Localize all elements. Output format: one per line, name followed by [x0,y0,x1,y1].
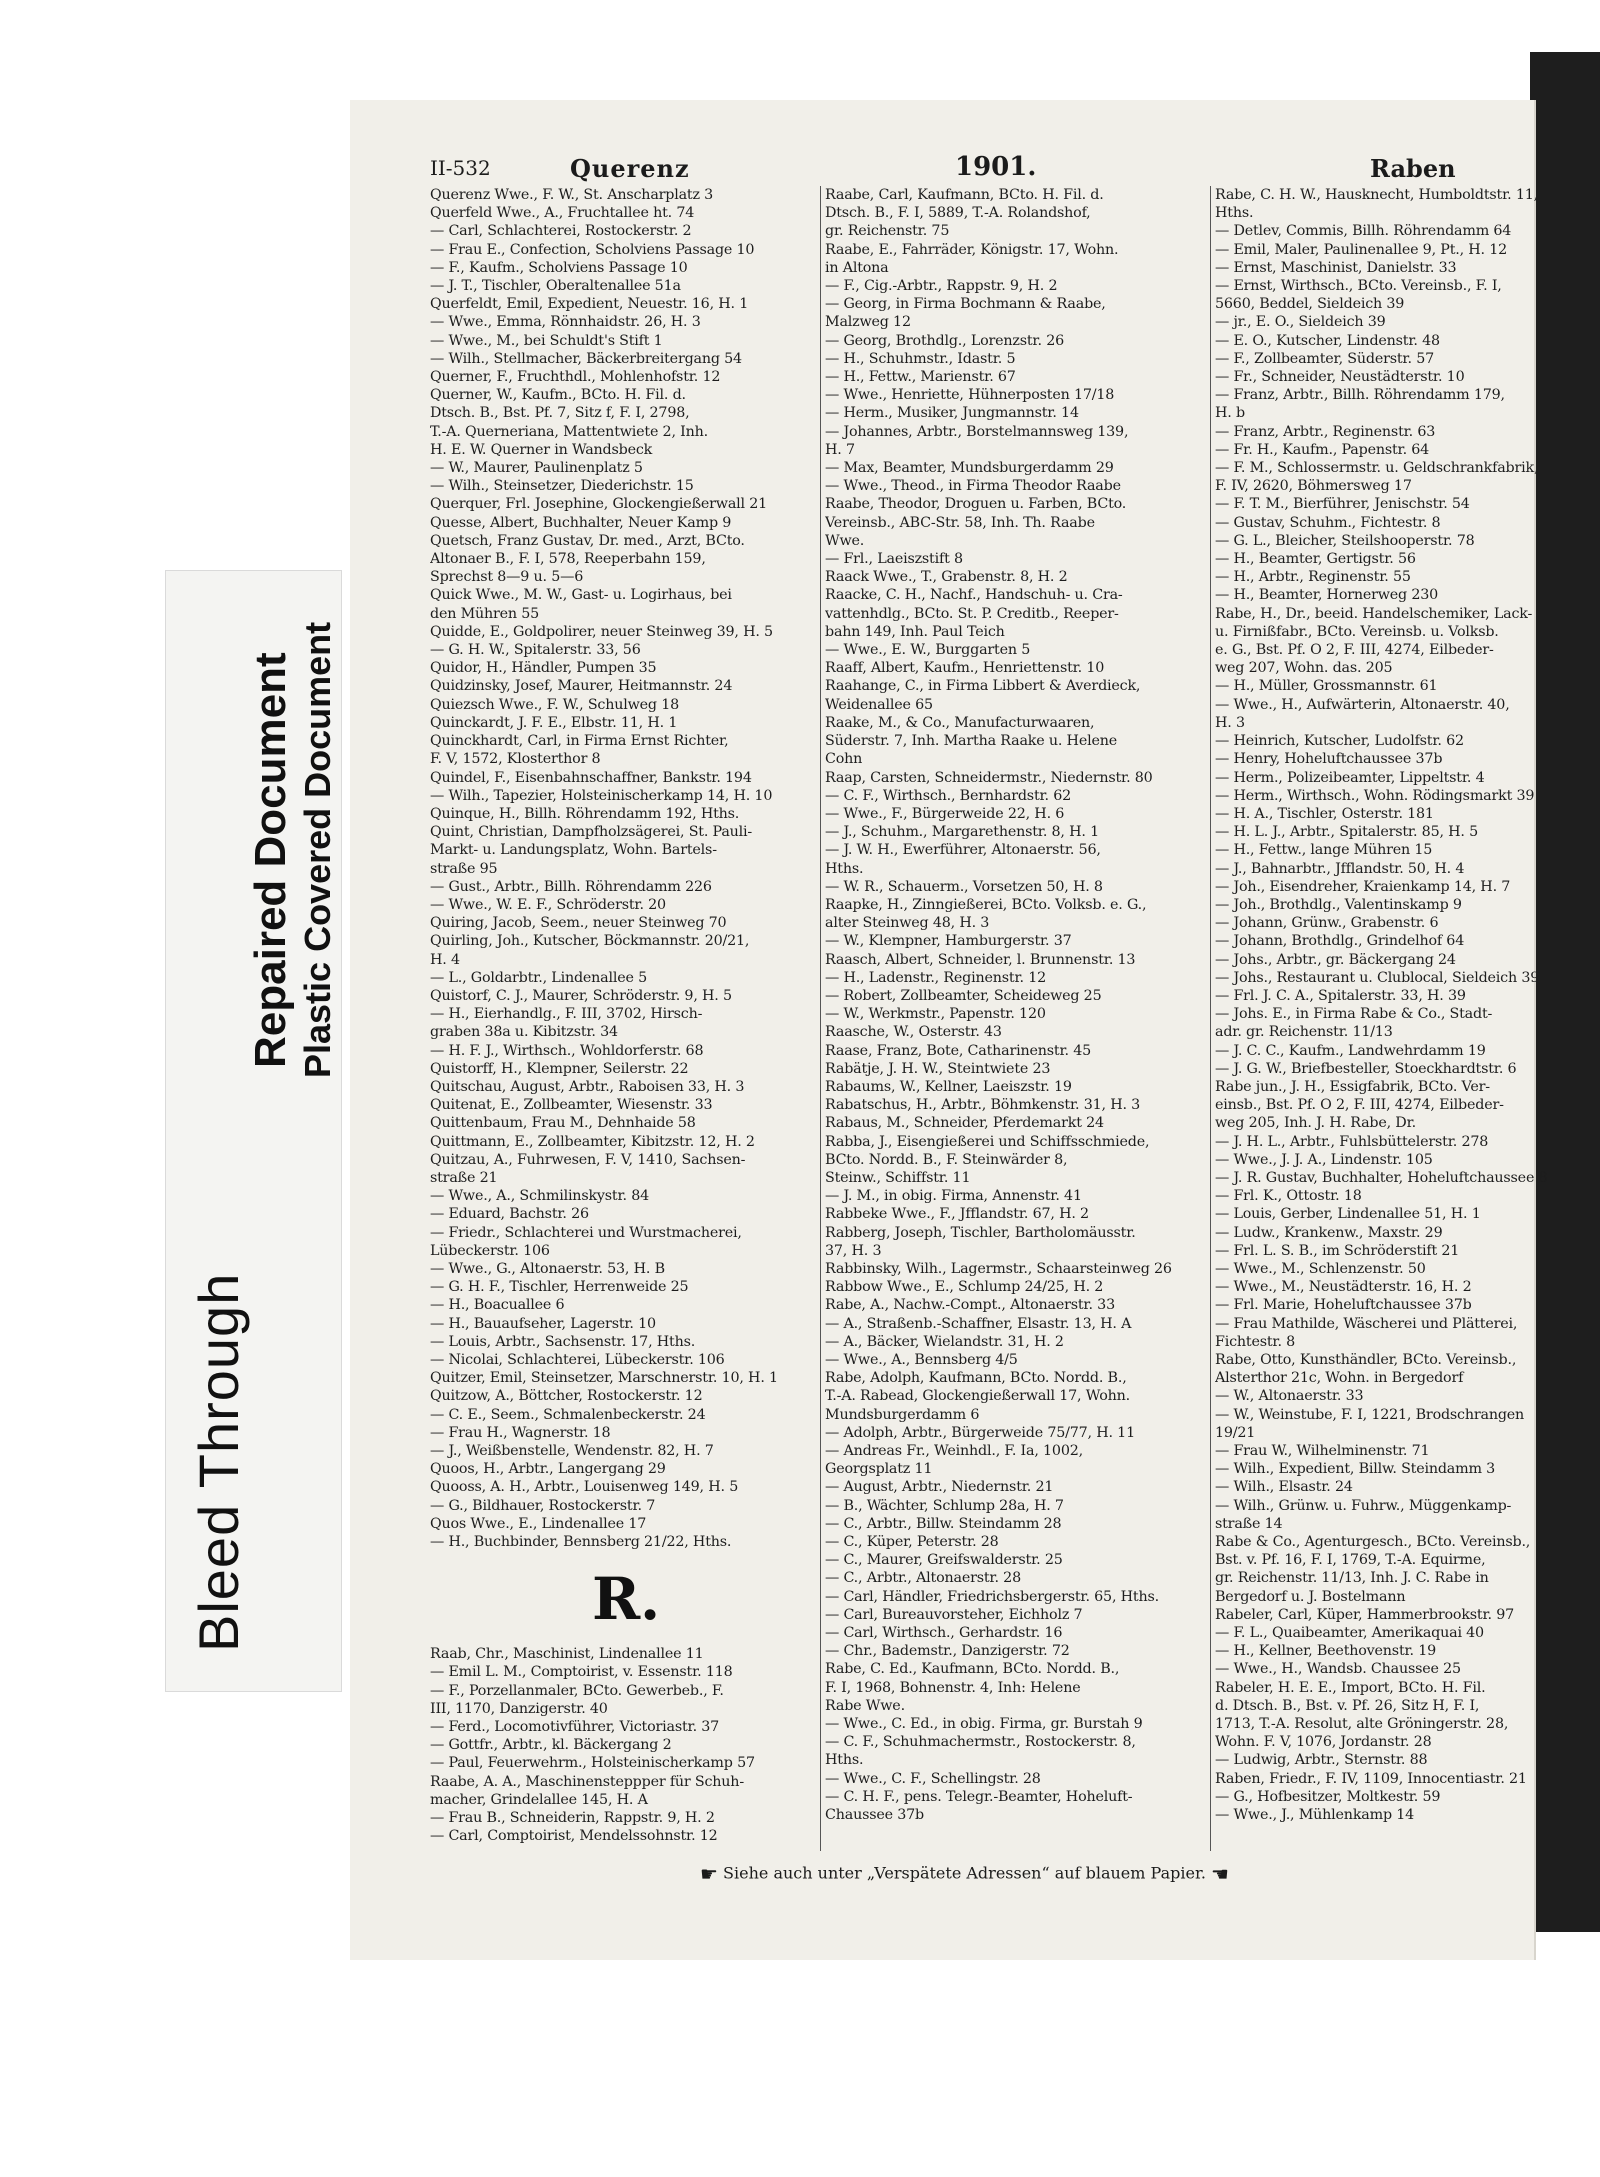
header-right-word: Raben [1370,154,1456,183]
page-number: II-532 [430,156,491,180]
directory-entry: — Herm., Wirthsch., Wohn. Rödingsmarkt 39 [1215,787,1535,804]
directory-entry: Quidde, E., Goldpolirer, neuer Steinweg 39, H. 5 [430,623,773,640]
directory-entry: Raasch, Albert, Schneider, l. Brunnenstr. 13 [825,951,1136,968]
directory-entry: — Frl. J. C. A., Spitalerstr. 33, H. 39 [1215,987,1466,1004]
directory-entry: — Wwe., A., Bennsberg 4/5 [825,1352,1018,1368]
directory-entry: — J. C. C., Kaufm., Landwehrdamm 19 [1215,1042,1486,1059]
directory-entry: — H. A., Tischler, Osterstr. 181 [1215,805,1434,822]
directory-entry: Raabe, Carl, Kaufmann, BCto. H. Fil. d. [825,187,1104,203]
directory-entry: — Louis, Gerber, Lindenallee 51, H. 1 [1215,1206,1481,1223]
directory-entry: — Wwe., H., Aufwärterin, Altonaerstr. 40, [1215,696,1510,713]
directory-entry: — G. L., Bleicher, Steilshooperstr. 78 [1215,532,1475,549]
directory-entry: — Heinrich, Kutscher, Ludolfstr. 62 [1215,733,1464,750]
directory-entry: — Frau H., Wagnerstr. 18 [430,1424,611,1441]
directory-entry: — Wwe., F., Bürgerweide 22, H. 6 [825,805,1065,822]
directory-entry: — B., Wächter, Schlump 28a, H. 7 [825,1497,1064,1514]
directory-entry: — Joh., Eisendreher, Kraienkamp 14, H. 7 [1215,878,1511,895]
directory-entry: — J., Bahnarbtr., Jfflandstr. 50, H. 4 [1215,860,1465,877]
directory-entry: Querfeld Wwe., A., Fruchtallee ht. 74 [430,205,695,222]
directory-entry: Querner, W., Kaufm., BCto. H. Fil. d. [430,387,686,404]
directory-entry: — C. E., Seem., Schmalenbeckerstr. 24 [430,1406,706,1423]
directory-entry: vattenhdlg., BCto. St. P. Creditb., Reeper- [825,605,1119,622]
directory-entry: — Ferd., Locomotivführer, Victoriastr. 37 [430,1719,720,1736]
directory-entry: Georgsplatz 11 [825,1461,933,1478]
directory-entry: — A., Straßenb.-Schaffner, Elsastr. 13, H. A [825,1315,1132,1332]
directory-entry: — H., Kellner, Beethovenstr. 19 [1215,1643,1437,1660]
directory-entry: straße 21 [430,1169,498,1186]
directory-entry: gr. Reichenstr. 75 [825,223,950,240]
directory-entry: — Paul, Feuerwehrm., Holsteinischerkamp 57 [430,1755,755,1772]
directory-entry: — Wwe., A., Schmilinskystr. 84 [430,1188,650,1205]
directory-entry: gr. Reichenstr. 11/13, Inh. J. C. Rabe in [1215,1570,1489,1587]
directory-entry: — G., Bildhauer, Rostockerstr. 7 [430,1497,656,1514]
directory-entry: — Frl. K., Ottostr. 18 [1215,1188,1362,1205]
label-plastic-covered: Plastic Covered Document [297,621,338,1078]
directory-entry: — August, Arbtr., Niedernstr. 21 [825,1479,1054,1496]
directory-entry: — H., Bauaufseher, Lagerstr. 10 [430,1315,656,1332]
directory-entry: Quitzau, A., Fuhrwesen, F. V, 1410, Sachsen- [430,1151,746,1168]
directory-entry: Rabe jun., J. H., Essigfabrik, BCto. Ver- [1215,1078,1490,1095]
directory-entry: F. IV, 2620, Böhmersweg 17 [1215,478,1412,495]
directory-entry: Hths. [825,1752,864,1769]
directory-entry: BCto. Nordd. B., F. Steinwärder 8, [825,1151,1068,1168]
directory-entry: H. b [1215,405,1245,422]
directory-entry: — Nicolai, Schlachterei, Lübeckerstr. 106 [430,1352,725,1368]
directory-entry: Wwe. [825,532,865,549]
directory-entry: F. V, 1572, Klosterthor 8 [430,751,601,768]
directory-entry: — Franz, Arbtr., Reginenstr. 63 [1215,423,1436,440]
directory-entry: — Frau B., Schneiderin, Rappstr. 9, H. 2 [430,1810,715,1827]
directory-entry: — W., Weinstube, F. I, 1221, Brodschrangen [1215,1406,1525,1423]
directory-entry: e. G., Bst. Pf. O 2, F. III, 4274, Eilbeder- [1215,642,1494,659]
directory-entry: — G., Hofbesitzer, Moltkestr. 59 [1215,1788,1441,1805]
directory-entry: — E. O., Kutscher, Lindenstr. 48 [1215,332,1440,349]
entry-list [430,186,822,1551]
directory-entry: Querfeldt, Emil, Expedient, Neuestr. 16, H. 1 [430,296,749,313]
directory-entry: Rabe, H., Dr., beeid. Handelschemiker, Lack- [1215,605,1533,622]
directory-entry: — Johann, Brothdlg., Grindelhof 64 [1215,933,1465,950]
directory-entry: — F., Cig.-Arbtr., Rappstr. 9, H. 2 [825,278,1058,295]
directory-entry: — J. W. H., Ewerführer, Altonaerstr. 56, [825,842,1101,859]
directory-entry: H. 3 [1215,714,1245,731]
directory-entry: — Wwe., E. W., Burggarten 5 [825,642,1031,659]
directory-entry: — H. L. J., Arbtr., Spitalerstr. 85, H. 5 [1215,824,1479,841]
directory-entry: den Mühren 55 [430,605,540,622]
label-bleed-through: Bleed Through [187,1272,250,1652]
directory-entry: — L., Goldarbtr., Lindenallee 5 [430,969,648,986]
directory-entry: — W., Altonaerstr. 33 [1215,1388,1364,1405]
directory-entry: — H., Fettw., Marienstr. 67 [825,369,1016,386]
directory-entry: Raase, Franz, Bote, Catharinenstr. 45 [825,1042,1091,1059]
directory-entry: Rabeler, H. E. E., Import, BCto. H. Fil. [1215,1679,1486,1696]
directory-entry: Quinque, H., Billh. Röhrendamm 192, Hths. [430,805,740,822]
directory-entry: — Adolph, Arbtr., Bürgerweide 75/77, H. 11 [825,1424,1135,1441]
directory-entry: Quinckhardt, Carl, in Firma Ernst Richter, [430,733,729,750]
directory-entry: Raabe, A. A., Maschinensteppper für Schuh- [430,1773,744,1790]
directory-entry: — G. H. F., Tischler, Herrenweide 25 [430,1279,689,1296]
directory-entry: — Franz, Arbtr., Billh. Röhrendamm 179, [1215,387,1505,404]
directory-entry: — Emil, Maler, Paulinenallee 9, Pt., H. 12 [1215,241,1508,258]
directory-entry: — W., Maurer, Paulinenplatz 5 [430,460,643,477]
directory-entry: Quesse, Albert, Buchhalter, Neuer Kamp 9 [430,514,732,531]
directory-entry: — Frau W., Wilhelminenstr. 71 [1215,1443,1430,1460]
directory-entry: — Frl. Marie, Hoheluftchaussee 37b [1215,1297,1472,1314]
directory-entry: Rabbinsky, Wilh., Lagermstr., Schaarsteinweg 26 [825,1260,1172,1277]
entry-list [1215,186,1600,1824]
entry-list [825,186,1205,1824]
directory-entry: — Andreas Fr., Weinhdl., F. Ia, 1002, [825,1443,1083,1460]
directory-entry: Dtsch. B., F. I, 5889, T.-A. Rolandshof, [825,205,1091,222]
directory-entry: — Johann, Grünw., Grabenstr. 6 [1215,915,1439,932]
directory-entry: — Wilh., Expedient, Billw. Steindamm 3 [1215,1461,1496,1478]
directory-entry: — H., Buchbinder, Bennsberg 21/22, Hths. [430,1534,732,1551]
directory-entry: — Gottfr., Arbtr., kl. Bäckergang 2 [430,1737,672,1754]
directory-entry: — Wwe., M., Schlenzenstr. 50 [1215,1260,1426,1277]
directory-entry: Süderstr. 7, Inh. Martha Raake u. Helene [825,733,1117,750]
directory-entry: alter Steinweg 48, H. 3 [825,915,990,932]
directory-entry: T.-A. Rabead, Glockengießerwall 17, Wohn. [825,1388,1131,1405]
scan-lower-margin [0,1980,1600,2177]
directory-entry: 19/21 [1215,1424,1256,1441]
directory-entry: — Carl, Bureauvorsteher, Eichholz 7 [825,1606,1083,1623]
directory-entry: einsb., Bst. Pf. O 2, F. III, 4274, Eilbeder- [1215,1097,1504,1114]
directory-entry: u. Firnißfabr., BCto. Vereinsb. u. Volksb. [1215,623,1499,640]
directory-entry: Cohn [825,751,863,768]
directory-entry: — H. F. J., Wirthsch., Wohldorferstr. 68 [430,1042,704,1059]
directory-entry: Rabe & Co., Agenturgesch., BCto. Vereinsb., [1215,1534,1531,1551]
directory-entry: III, 1170, Danzigerstr. 40 [430,1700,608,1717]
directory-entry: Rabaus, M., Schneider, Pferdemarkt 24 [825,1115,1104,1132]
directory-entry: — Ernst, Maschinist, Danielstr. 33 [1215,259,1457,276]
directory-entry: Weidenallee 65 [825,696,933,713]
directory-entry: Dtsch. B., Bst. Pf. 7, Sitz f, F. I, 2798, [430,405,690,422]
directory-entry: H. 4 [430,951,460,968]
directory-entry: Quint, Christian, Dampfholzsägerei, St. Pauli- [430,824,753,841]
directory-entry: Bergedorf u. J. Bostelmann [1215,1588,1406,1605]
directory-entry: — J. R. Gustav, Buchhalter, Hoheluftchaussee 8 [1215,1169,1548,1186]
directory-entry: Quittenbaum, Frau M., Dehnhaide 58 [430,1115,696,1132]
directory-entry: weg 205, Inh. J. H. Rabe, Dr. [1215,1115,1416,1132]
directory-entry: straße 14 [1215,1515,1283,1532]
directory-entry: — Wwe., Emma, Rönnhaidstr. 26, H. 3 [430,314,701,331]
directory-entry: adr. gr. Reichenstr. 11/13 [1215,1024,1393,1041]
directory-entry: Quooss, A. H., Arbtr., Louisenweg 149, H. 5 [430,1479,739,1496]
directory-entry: Rabe, A., Nachw.-Compt., Altonaerstr. 33 [825,1297,1115,1314]
directory-entry: — Wwe., Theod., in Firma Theodor Raabe [825,478,1121,495]
directory-entry: Raahange, C., in Firma Libbert & Averdieck, [825,678,1141,695]
directory-entry: Raaff, Albert, Kaufm., Henriettenstr. 10 [825,660,1105,677]
directory-entry: — H., Schuhmstr., Idastr. 5 [825,350,1016,367]
directory-entry: — Robert, Zollbeamter, Scheideweg 25 [825,987,1102,1004]
directory-entry: — Fr., Schneider, Neustädterstr. 10 [1215,369,1465,386]
directory-entry: Querenz Wwe., F. W., St. Anscharplatz 3 [430,187,714,203]
directory-entry: — H., Beamter, Gertigstr. 56 [1215,551,1416,568]
directory-entry: — C., Küper, Peterstr. 28 [825,1534,999,1551]
page-header [430,150,1456,186]
directory-entry: Hths. [825,860,864,877]
directory-entry: — Chr., Bademstr., Danzigerstr. 72 [825,1643,1070,1660]
directory-entry: Markt- u. Landungsplatz, Wohn. Bartels- [430,842,717,859]
directory-entry: Mundsburgerdamm 6 [825,1406,980,1423]
page-footer [700,1862,1320,1886]
directory-entry: — Friedr., Schlachterei und Wurstmacherei, [430,1224,742,1241]
directory-entry: — W. R., Schauerm., Vorsetzen 50, H. 8 [825,878,1103,895]
section-letter: R. [592,1565,660,1634]
directory-entry: — Gustav, Schuhm., Fichtestr. 8 [1215,514,1441,531]
column-1 [430,186,822,1845]
directory-entry: — Wwe., Henriette, Hühnerposten 17/18 [825,387,1115,404]
directory-entry: Raake, M., & Co., Manufacturwaaren, [825,714,1095,731]
directory-entry: — Carl, Comptoirist, Mendelssohnstr. 12 [430,1828,718,1845]
directory-entry: — Wilh., Elsastr. 24 [1215,1479,1353,1496]
directory-entry: macher, Grindelallee 145, H. A [430,1791,648,1808]
directory-entry: — Johs. E., in Firma Rabe & Co., Stadt- [1215,1006,1493,1023]
label-repaired-document: Repaired Document [246,652,295,1068]
directory-entry: Rabatschus, H., Arbtr., Böhmkenstr. 31, H. 3 [825,1097,1141,1114]
column-3 [1215,186,1600,1824]
directory-entry: H. 7 [825,441,855,458]
directory-entry: Fichtestr. 8 [1215,1333,1296,1350]
directory-entry: Rabaums, W., Kellner, Laeiszstr. 19 [825,1078,1072,1095]
directory-entry: Sprechst 8—9 u. 5—6 [430,569,584,586]
directory-entry: — J., Weißbenstelle, Wendenstr. 82, H. 7 [430,1443,714,1460]
directory-entry: — Detlev, Commis, Billh. Röhrendamm 64 [1215,223,1512,240]
directory-entry: — Frl. L. S. B., im Schröderstift 21 [1215,1242,1460,1259]
directory-entry: — Wilh., Stellmacher, Bäckerbreitergang 54 [430,350,742,367]
directory-entry: Raap, Carsten, Schneidermstr., Niedernstr. 80 [825,769,1153,786]
directory-entry: — Wwe., M., bei Schuldt's Stift 1 [430,332,663,349]
directory-entry: Rabätje, J. H. W., Steintwiete 23 [825,1060,1051,1077]
directory-entry: — Frl., Laeiszstift 8 [825,551,963,568]
directory-entry: Quidzinsky, Josef, Maurer, Heitmannstr. 24 [430,678,733,695]
directory-entry: — F. M., Schlossermstr. u. Geldschrankfabrik, [1215,460,1539,477]
directory-entry: Chaussee 37b [825,1807,924,1824]
directory-entry: Querner, F., Fruchthdl., Mohlenhofstr. 12 [430,369,721,386]
directory-entry: — A., Bäcker, Wielandstr. 31, H. 2 [825,1333,1064,1350]
directory-entry: — Fr. H., Kaufm., Papenstr. 64 [1215,441,1430,458]
directory-entry: Bst. v. Pf. 16, F. I, 1769, T.-A. Equirme, [1215,1552,1486,1569]
directory-entry: Querquer, Frl. Josephine, Glockengießerwall 21 [430,496,768,513]
directory-entry: — Johannes, Arbtr., Borstelmannsweg 139, [825,423,1129,440]
directory-entry: — Wilh., Grünw. u. Fuhrw., Müggenkamp- [1215,1497,1512,1514]
directory-entry: — Georg, in Firma Bochmann & Raabe, [825,296,1106,313]
directory-entry: Raabe, Theodor, Droguen u. Farben, BCto. [825,496,1127,513]
directory-entry: — W., Klempner, Hamburgerstr. 37 [825,933,1072,950]
directory-entry: — Wwe., W. E. F., Schröderstr. 20 [430,896,666,913]
directory-entry: — Eduard, Bachstr. 26 [430,1206,589,1223]
directory-entry: — J. M., in obig. Firma, Annenstr. 41 [825,1188,1082,1205]
directory-entry: — Wwe., C. F., Schellingstr. 28 [825,1770,1041,1787]
directory-entry: — C. F., Wirthsch., Bernhardstr. 62 [825,787,1072,804]
directory-entry: — C., Arbtr., Altonaerstr. 28 [825,1570,1021,1587]
directory-entry: — H., Müller, Grossmannstr. 61 [1215,678,1438,695]
directory-entry: — Frau Mathilde, Wäscherei und Plätterei, [1215,1315,1518,1332]
directory-entry: — Wilh., Tapezier, Holsteinischerkamp 14, H. 10 [430,787,773,804]
directory-entry: bahn 149, Inh. Paul Teich [825,623,1005,640]
directory-entry: Quirling, Joh., Kutscher, Böckmannstr. 20/21, [430,933,750,950]
directory-entry: — Ludwig, Arbtr., Sternstr. 88 [1215,1752,1428,1769]
directory-entry: — Wwe., G., Altonaerstr. 53, H. B [430,1260,665,1277]
directory-entry: Quitenat, E., Zollbeamter, Wiesenstr. 33 [430,1097,713,1114]
directory-entry: — Carl, Schlachterei, Rostockerstr. 2 [430,223,692,240]
directory-entry: — C., Arbtr., Billw. Steindamm 28 [825,1515,1062,1532]
directory-entry: — F., Zollbeamter, Süderstr. 57 [1215,350,1434,367]
directory-entry: Alsterthor 21c, Wohn. in Bergedorf [1215,1370,1464,1387]
directory-entry: — Carl, Händler, Friedrichsbergerstr. 65, Hths. [825,1588,1159,1605]
directory-entry: — J. G. W., Briefbesteller, Stoeckhardtstr. 6 [1215,1060,1517,1077]
directory-entry: — J., Schuhm., Margarethenstr. 8, H. 1 [825,824,1099,841]
directory-entry: Altonaer B., F. I, 578, Reeperbahn 159, [430,551,706,568]
directory-entry: Vereinsb., ABC-Str. 58, Inh. Th. Raabe [825,514,1095,531]
directory-entry: — H., Ladenstr., Reginenstr. 12 [825,969,1047,986]
directory-entry: Rabe, Adolph, Kaufmann, BCto. Nordd. B., [825,1370,1127,1387]
column-2 [825,186,1205,1824]
directory-entry: — Wwe., M., Neustädterstr. 16, H. 2 [1215,1279,1472,1296]
directory-entry: Quos Wwe., E., Lindenallee 17 [430,1515,647,1532]
directory-entry: — Wwe., C. Ed., in obig. Firma, gr. Burstah 9 [825,1716,1143,1733]
directory-entry: — Henry, Hoheluftchaussee 37b [1215,751,1443,768]
directory-entry: Raack Wwe., T., Grabenstr. 8, H. 2 [825,569,1068,586]
directory-entry: Quittmann, E., Zollbeamter, Kibitzstr. 12, H. 2 [430,1133,755,1150]
directory-entry: Raacke, C. H., Nachf., Handschuh- u. Cra- [825,587,1123,604]
directory-entry: — C. F., Schuhmachermstr., Rostockerstr. 8, [825,1734,1136,1751]
directory-entry: Raabe, E., Fahrräder, Königstr. 17, Wohn. [825,241,1119,258]
directory-entry: Quindel, F., Eisenbahnschaffner, Bankstr. 194 [430,769,752,786]
directory-entry: straße 95 [430,860,498,877]
directory-entry: Quitzow, A., Böttcher, Rostockerstr. 12 [430,1388,703,1405]
directory-entry: Rabe Wwe. [825,1697,905,1714]
directory-entry: Quitschau, August, Arbtr., Raboisen 33, H. 3 [430,1078,745,1095]
directory-entry: — Herm., Polizeibeamter, Lippeltstr. 4 [1215,769,1485,786]
directory-entry: Quoos, H., Arbtr., Langergang 29 [430,1461,666,1478]
directory-entry: — Herm., Musiker, Jungmannstr. 14 [825,405,1079,422]
pointing-hand-right-icon: ☛ [700,1862,718,1886]
directory-entry: Rabe, C. H. W., Hausknecht, Humboldtstr. 11, [1215,187,1538,203]
directory-entry: graben 38a u. Kibitzstr. 34 [430,1024,618,1041]
directory-entry: Rabberg, Joseph, Tischler, Bartholomäusstr. [825,1224,1136,1241]
directory-entry: Quiring, Jacob, Seem., neuer Steinweg 70 [430,915,727,932]
directory-entry: in Altona [825,259,889,276]
directory-entry: Raab, Chr., Maschinist, Lindenallee 11 [430,1646,704,1663]
directory-entry: — Georg, Brothdlg., Lorenzstr. 26 [825,332,1064,349]
directory-entry: — F., Porzellanmaler, BCto. Gewerbeb., F. [430,1682,724,1699]
directory-entry: — Emil L. M., Comptoirist, v. Essenstr. 118 [430,1664,733,1681]
directory-entry: — J. T., Tischler, Oberaltenallee 51a [430,278,681,295]
directory-entry: — C., Maurer, Greifswalderstr. 25 [825,1552,1063,1569]
directory-entry: — Wilh., Steinsetzer, Diederichstr. 15 [430,478,694,495]
directory-entry: — G. H. W., Spitalerstr. 33, 56 [430,642,641,659]
directory-entry: d. Dtsch. B., Bst. v. Pf. 26, Sitz H, F. I, [1215,1697,1480,1714]
directory-entry: Quitzer, Emil, Steinsetzer, Marschnerstr. 10, H. 1 [430,1370,778,1387]
directory-entry: Rabba, J., Eisengießerei und Schiffsschmiede, [825,1133,1150,1150]
directory-entry: — C. H. F., pens. Telegr.-Beamter, Hoheluft- [825,1788,1133,1805]
directory-entry: Rabe, Otto, Kunsthändler, BCto. Vereinsb., [1215,1352,1517,1368]
directory-entry: Quetsch, Franz Gustav, Dr. med., Arzt, BCto. [430,532,745,549]
directory-entry: — Johs., Arbtr., gr. Bäckergang 24 [1215,951,1456,968]
directory-entry: — F., Kaufm., Scholviens Passage 10 [430,259,688,276]
directory-entry: 37, H. 3 [825,1242,882,1259]
directory-entry: — H., Boacuallee 6 [430,1297,565,1314]
directory-entry: Rabbow Wwe., E., Schlump 24/25, H. 2 [825,1279,1104,1296]
directory-entry: — Frau E., Confection, Scholviens Passage 10 [430,241,755,258]
directory-entry: — W., Werkmstr., Papenstr. 120 [825,1006,1046,1023]
directory-entry: Rabeler, Carl, Küper, Hammerbrookstr. 97 [1215,1606,1515,1623]
directory-entry: — Ernst, Wirthsch., BCto. Vereinsb., F. I, [1215,278,1502,295]
directory-entry: Raasche, W., Osterstr. 43 [825,1024,1002,1041]
directory-entry: Quistorff, H., Klempner, Seilerstr. 22 [430,1060,689,1077]
directory-entry: — H., Beamter, Hornerweg 230 [1215,587,1439,604]
directory-entry: — Johs., Restaurant u. Clublocal, Sieldeich 39 [1215,969,1540,986]
directory-entry: — H., Arbtr., Reginenstr. 55 [1215,569,1411,586]
directory-entry: — H., Fettw., lange Mühren 15 [1215,842,1433,859]
directory-entry: 1713, T.-A. Resolut, alte Gröningerstr. 28, [1215,1716,1509,1733]
pointing-hand-left-icon: ☚ [1211,1862,1229,1886]
directory-entry: F. I, 1968, Bohnenstr. 4, Inh: Helene [825,1679,1081,1696]
directory-entry: — F. L., Quaibeamter, Amerikaquai 40 [1215,1625,1484,1642]
directory-entry: Hths. [1215,205,1254,222]
directory-entry: — Max, Beamter, Mundsburgerdamm 29 [825,460,1114,477]
directory-entry: H. E. W. Querner in Wandsbeck [430,441,653,458]
directory-entry: — J. H. L., Arbtr., Fuhlsbüttelerstr. 278 [1215,1133,1489,1150]
header-year: 1901. [955,152,1037,182]
directory-entry: Lübeckerstr. 106 [430,1242,550,1259]
directory-entry: — Wwe., J. J. A., Lindenstr. 105 [1215,1151,1433,1168]
directory-entry: Quistorf, C. J., Maurer, Schröderstr. 9, H. 5 [430,987,732,1004]
directory-entry: — Joh., Brothdlg., Valentinskamp 9 [1215,896,1462,913]
directory-entry: Steinw., Schiffstr. 11 [825,1169,971,1186]
directory-entry: Rabe, C. Ed., Kaufmann, BCto. Nordd. B., [825,1661,1120,1678]
directory-entry: 5660, Beddel, Sieldeich 39 [1215,296,1405,313]
directory-entry: — Wwe., H., Wandsb. Chaussee 25 [1215,1661,1461,1678]
directory-entry: Quinckardt, J. F. E., Elbstr. 11, H. 1 [430,714,678,731]
directory-entry: Raben, Friedr., F. IV, 1109, Innocentiastr. 21 [1215,1770,1527,1787]
header-left-word: Querenz [570,154,690,183]
directory-entry: Quiezsch Wwe., F. W., Schulweg 18 [430,696,680,713]
directory-entry: Quick Wwe., M. W., Gast- u. Logirhaus, bei [430,587,732,604]
directory-entry: — Wwe., J., Mühlenkamp 14 [1215,1807,1415,1824]
directory-entry: weg 207, Wohn. das. 205 [1215,660,1393,677]
footer-note: Siehe auch unter „Verspätete Adressen“ auf blauem Papier. [723,1863,1206,1883]
directory-entry: — F. T. M., Bierführer, Jenischstr. 54 [1215,496,1470,513]
directory-entry: Raapke, H., Zinngießerei, BCto. Volksb. e. G., [825,896,1147,913]
column-divider [1210,186,1211,1851]
directory-entry: Malzweg 12 [825,314,911,331]
directory-entry: — Ludw., Krankenw., Maxstr. 29 [1215,1224,1443,1241]
directory-entry: — H., Eierhandlg., F. III, 3702, Hirsch- [430,1006,703,1023]
directory-entry: Rabbeke Wwe., F., Jfflandstr. 67, H. 2 [825,1206,1089,1223]
directory-entry: — Carl, Wirthsch., Gerhardstr. 16 [825,1625,1063,1642]
entry-list [430,1645,822,1845]
directory-entry: — jr., E. O., Sieldeich 39 [1215,314,1386,331]
directory-entry: T.-A. Querneriana, Mattentwiete 2, Inh. [430,423,708,440]
directory-entry: Wohn. F. V, 1076, Jordanstr. 28 [1215,1734,1432,1751]
directory-entry: — Gust., Arbtr., Billh. Röhrendamm 226 [430,878,712,895]
directory-entry: — Louis, Arbtr., Sachsenstr. 17, Hths. [430,1333,696,1350]
directory-entry: Quidor, H., Händler, Pumpen 35 [430,660,657,677]
